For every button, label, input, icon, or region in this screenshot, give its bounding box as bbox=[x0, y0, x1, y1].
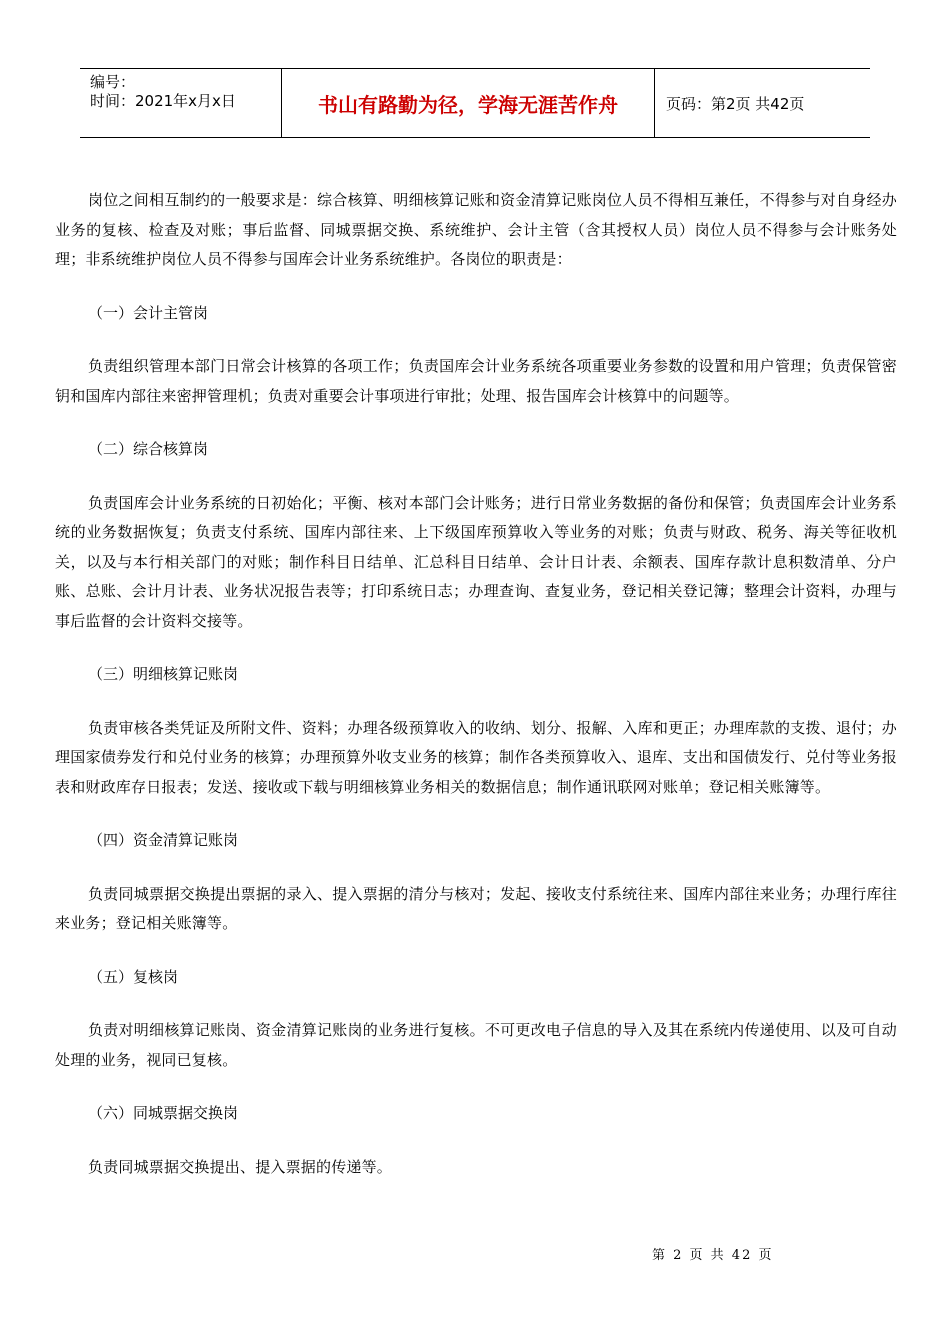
section-heading: （六）同城票据交换岗 bbox=[88, 1104, 239, 1122]
section-body: 负责国库会计业务系统的日初始化；平衡、核对本部门会计账务；进行日常业务数据的备份和保管；负责国库会计业务系统的业务数据恢复；负责支付系统、国库内部往来、上下级国库预算收入等业务的对账；负责与财政、税务、海关等征收机关，以及与本行相关部门的对账；制作科目日结单、汇总科目日结单、会计日计表、余额表、国库存款计息积数清单、分户账、总账、会计月计表、业务状况报告表等；打印系统日志；办理查询、查复业务，登记相关登记簿；整理会计资料，办理与事后监督的会计资料交接等。 bbox=[55, 493, 897, 630]
section-body: 负责审核各类凭证及所附文件、资料；办理各级预算收入的收纳、划分、报解、入库和更正；办理库款的支拨、退付；办理国家债券发行和兑付业务的核算；办理预算外收支业务的核算；制作各类预算收入、退库、支出和国债发行、兑付等业务报表和财政库存日报表；发送、接收或下载与明细核算业务相关的数据信息；制作通讯联网对账单；登记相关账簿等。 bbox=[55, 718, 897, 796]
number-label: 编号： bbox=[90, 73, 136, 91]
section-body: 负责组织管理本部门日常会计核算的各项工作；负责国库会计业务系统各项重要业务参数的设置和用户管理；负责保管密钥和国库内部往来密押管理机；负责对重要会计事项进行审批；处理、报告国库会计核算中的问题等。 bbox=[55, 357, 897, 405]
section-body: 负责同城票据交换提出、提入票据的传递等。 bbox=[88, 1157, 393, 1176]
section-heading: （三）明细核算记账岗 bbox=[88, 665, 239, 683]
section-body: 负责同城票据交换提出票据的录入、提入票据的清分与核对；发起、接收支付系统往来、国库内部往来业务；办理行库往来业务；登记相关账簿等。 bbox=[55, 884, 897, 932]
section-heading: （一）会计主管岗 bbox=[88, 303, 209, 322]
header-meta-cell bbox=[80, 69, 281, 137]
document-header bbox=[80, 68, 870, 138]
time-label: 时间：2021年x月x日 bbox=[90, 92, 236, 110]
document-body bbox=[55, 186, 897, 1182]
header-divider bbox=[654, 69, 655, 137]
section-heading: （二）综合核算岗 bbox=[88, 440, 209, 458]
page-footer: 第 2 页 共 42 页 bbox=[652, 1248, 774, 1263]
section-body: 负责对明细核算记账岗、资金清算记账岗的业务进行复核。不可更改电子信息的导入及其在系统内传递使用、以及可自动处理的业务，视同已复核。 bbox=[55, 1021, 897, 1069]
motto: 书山有路勤为径，学海无涯苦作舟 bbox=[318, 92, 618, 117]
page-info: 页码：第2页 共42页 bbox=[666, 94, 805, 113]
section-heading: （五）复核岗 bbox=[88, 967, 179, 986]
intro-paragraph: 岗位之间相互制约的一般要求是：综合核算、明细核算记账和资金清算记账岗位人员不得相互兼任，不得参与对自身经办业务的复核、检查及对账；事后监督、同城票据交换、系统维护、会计主管（含其授权人员）岗位人员不得参与会计账务处理；非系统维护岗位人员不得参与国库会计业务系统维护。各岗位的职责是： bbox=[55, 191, 897, 268]
section-heading: （四）资金清算记账岗 bbox=[88, 831, 239, 849]
